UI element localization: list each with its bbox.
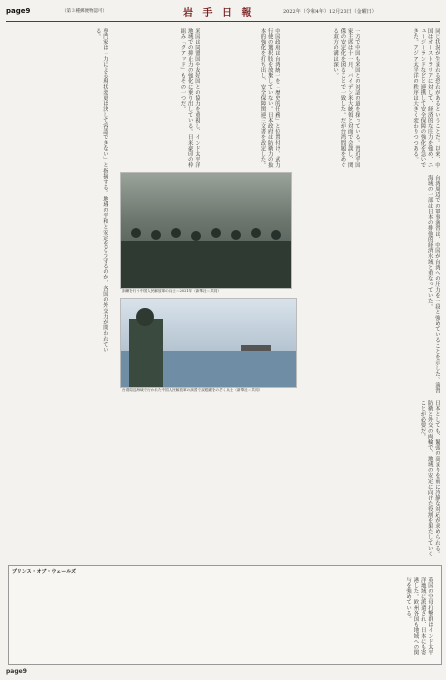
sidebar-box	[8, 565, 442, 665]
article-column-2: 一方で中国も米国との対話の道を探っている。習近平国家主席は十一月、バイデン米大統領と対面で会談し、関係の安定化を図ることで一致した。だが台湾問題をめぐる双方の溝は深い。	[332, 28, 360, 168]
sidebar-box-title: プリンス・オブ・ウェールズ	[12, 569, 77, 575]
article-column-1: 同じ状況が生まれる恐れがあるということだ。以来、中国はオーストラリアに対して、経済的な圧力を強め、ニュージーランドなどと連携して安全保障の強化を急いできた。アジア太平洋の秩序は大きく変わりつつある。	[412, 28, 440, 168]
page-number: page9	[6, 7, 31, 15]
article-column-6: 台湾周辺での軍事演習は、中国が台湾への圧力を一段と強めていることを示した。演習海域の一部は日本の排他的経済水域と重なっていた。	[426, 175, 440, 394]
sidebar-box-text: 英国の空母打撃群はインド太平洋地域に派遣され、日本にも寄港した。欧州各国も地域への関与を強めている。	[405, 577, 433, 656]
page-footer: page9	[6, 668, 27, 675]
photo-caption-bottom: 台湾周辺海域で行われた中国人民解放軍の演習で双眼鏡をのぞく兵士（新華社＝共同）	[122, 388, 263, 392]
photo-soldiers	[120, 172, 292, 289]
binoculars-illustration	[121, 299, 296, 387]
photo-caption-top: 訓練を行う中国人民解放軍の兵士＝2021年（新華社＝共同）	[122, 289, 221, 293]
soldiers-illustration	[121, 173, 291, 288]
masthead: 岩 手 日 報	[183, 8, 255, 19]
issue-date: 2022年（令和4年）12月23日（金曜日）	[283, 9, 377, 15]
article-column-7: 日本としても、緊張の高まりを前に冷静な対応が求められる。防衛と外交の両輪で、地域の安定に向けた役割を果たしていくことが必要だ。	[419, 400, 440, 557]
photo-binoculars	[120, 298, 297, 388]
article-column-3: 中国政府は台湾統一を「歴史的任務」と位置付け、武力行使の選択肢を放棄していない。日本政府は防衛力の抜本的強化を打ち出し、安全保障関連三文書を改定した。	[259, 28, 280, 168]
header-rule	[6, 21, 440, 22]
page-header	[0, 0, 446, 24]
article-column-5: 専門家は「力による現状変更は決して容認できない」と指摘する。地域の平和と安定をどう守るのか、各国の外交力が問われている。	[94, 28, 108, 353]
edition-note: （第３種郵便物認可）	[62, 9, 107, 14]
article-column-4: 米国は同盟国や友好国との協力を重視し、インド太平洋地域での抑止力の強化に乗り出している。日米豪印の枠組み「クアッド」もその一つだ。	[179, 28, 200, 168]
